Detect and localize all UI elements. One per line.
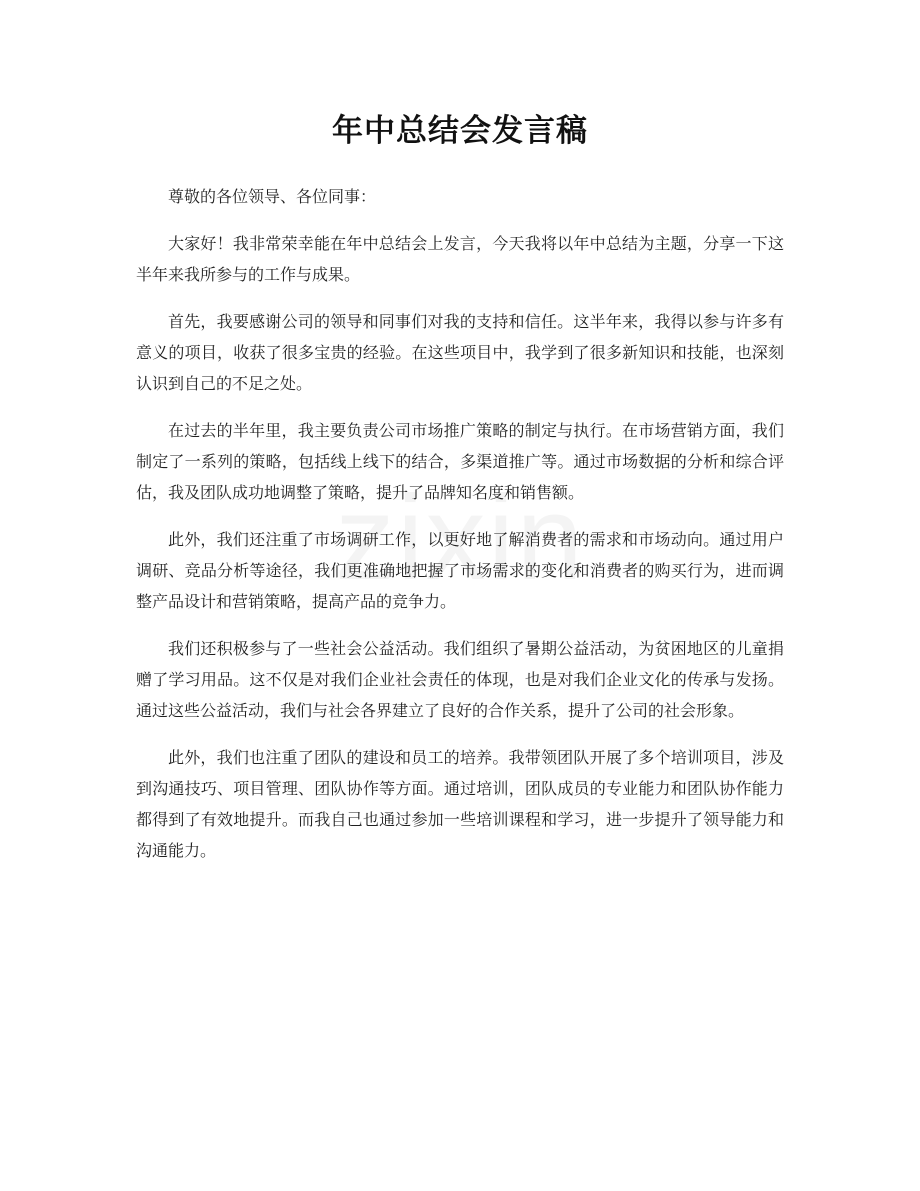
paragraph-salutation: 尊敬的各位领导、各位同事： bbox=[168, 187, 377, 206]
document-body bbox=[136, 181, 784, 882]
paragraph-public-welfare: 我们还积极参与了一些社会公益活动。我们组织了暑期公益活动，为贫困地区的儿童捐赠了学习用品。这不仅是对我们企业社会责任的体现，也是对我们企业文化的传承与发扬。通过这些公益活动，我们与社会各界建立了良好的合作关系，提升了公司的社会形象。 bbox=[136, 639, 784, 720]
paragraph-marketing-strategy: 在过去的半年里，我主要负责公司市场推广策略的制定与执行。在市场营销方面，我们制定了一系列的策略，包括线上线下的结合，多渠道推广等。通过市场数据的分析和综合评估，我及团队成功地调整了策略，提升了品牌知名度和销售额。 bbox=[136, 421, 784, 502]
paragraph-greeting: 大家好！我非常荣幸能在年中总结会上发言，今天我将以年中总结为主题，分享一下这半年来我所参与的工作与成果。 bbox=[136, 234, 784, 284]
document-title: 年中总结会发言稿 bbox=[332, 113, 588, 149]
paragraph-team-building: 此外，我们也注重了团队的建设和员工的培养。我带领团队开展了多个培训项目，涉及到沟通技巧、项目管理、团队协作等方面。通过培训，团队成员的专业能力和团队协作能力都得到了有效地提升。而我自己也通过参加一些培训课程和学习，进一步提升了领导能力和沟通能力。 bbox=[136, 748, 784, 860]
paragraph-thanks: 首先，我要感谢公司的领导和同事们对我的支持和信任。这半年来，我得以参与许多有意义的项目，收获了很多宝贵的经验。在这些项目中，我学到了很多新知识和技能，也深刻认识到自己的不足之处。 bbox=[136, 312, 784, 393]
paragraph-market-research: 此外，我们还注重了市场调研工作，以更好地了解消费者的需求和市场动向。通过用户调研、竞品分析等途径，我们更准确地把握了市场需求的变化和消费者的购买行为，进而调整产品设计和营销策略，提高产品的竞争力。 bbox=[136, 530, 784, 611]
